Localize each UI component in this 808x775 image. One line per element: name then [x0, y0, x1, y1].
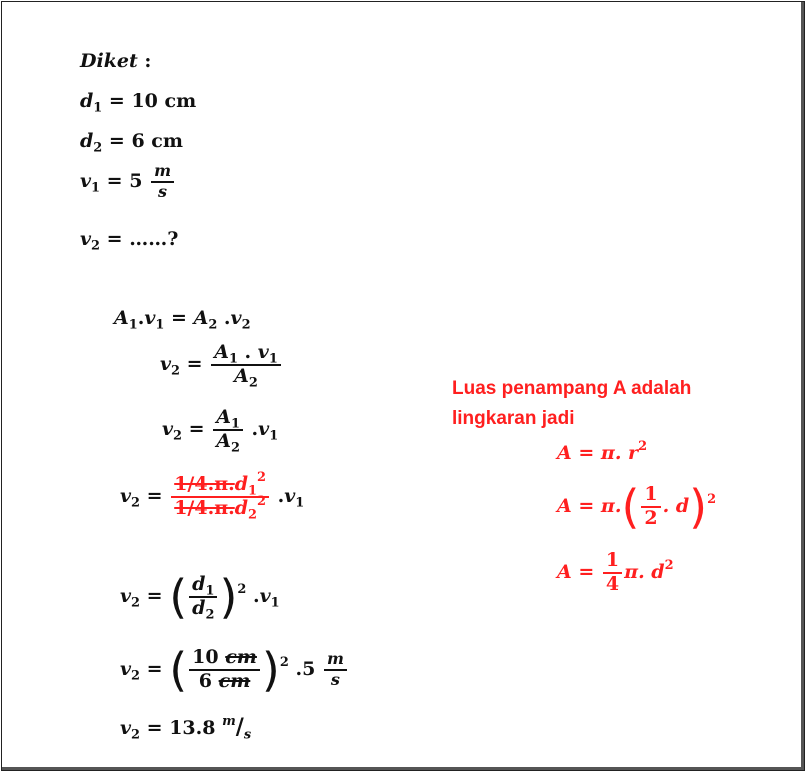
result-line: $v_2 = 13.8$ $^m/_s$: [120, 713, 252, 743]
circle-area-formula-d: A = π.( $\frac{1}{2}$ . d)$^2$: [557, 480, 717, 534]
step-substitute-area: $v_2$ = $\frac{1/4.\pi.d_1^2}{1/4.\pi.d_2^2}$ $.v_1$: [120, 469, 305, 523]
given-v2-unknown: $v_2$ = ……?: [80, 228, 179, 254]
document-page: [1, 1, 805, 771]
area-note: [452, 374, 691, 434]
quarter-fraction: $\frac{1}{4}$: [603, 550, 622, 596]
step-diameter-ratio: $v_2$ = ( $\frac{d_1}{d_2}$ )$^2$ $.v_1$: [120, 570, 280, 624]
given-d1: $d_1 = 10$ cm: [80, 90, 197, 116]
d-fraction: $\frac{d_1}{d_2}$: [189, 574, 217, 620]
given-d2: $d_2 = 6$ cm: [80, 130, 183, 156]
step-numeric: $v_2$ = ( $\frac{10 cm}{6 cm}$ )$^2$ .5 $\frac{m}{s}$: [120, 647, 349, 693]
ratio-fraction: $\frac{A_1 . v_1}{A_2}$: [211, 342, 281, 388]
given-heading: Diket :: [80, 50, 152, 72]
circle-area-formula-quarter: A = $\frac{1}{4}$ π. $d^2$: [557, 549, 674, 595]
given-v1: $v_1 = 5$ $\frac{m}{s}$: [80, 162, 176, 202]
note-line-2: lingkaran jadi: [452, 408, 575, 429]
note-line-1: Luas penampang A adalah: [452, 378, 692, 399]
step-continuity: $A_1.v_1 = A_2$ $.v_2$: [114, 307, 251, 333]
step-solve-v2: $v_2$ = $\frac{A_1 . v_1}{A_2}$: [160, 342, 283, 388]
step-area-ratio: $v_2$ = $\frac{A_1}{A_2}$ $.v_1$: [162, 406, 279, 456]
half-fraction: $\frac{1}{2}$: [641, 484, 660, 530]
circle-area-formula-r: A = π. $r^2$: [557, 438, 648, 464]
unit-fraction: $\frac{m}{s}$: [324, 650, 347, 690]
cm-fraction: $\frac{10 cm}{6 cm}$: [189, 647, 260, 693]
diameter-fraction: $\frac{1/4.\pi.d_1^2}{1/4.\pi.d_2^2}$: [171, 474, 269, 520]
area-fraction: $\frac{A_1}{A_2}$: [213, 407, 243, 453]
unit-fraction: $\frac{m}{s}$: [151, 162, 174, 202]
